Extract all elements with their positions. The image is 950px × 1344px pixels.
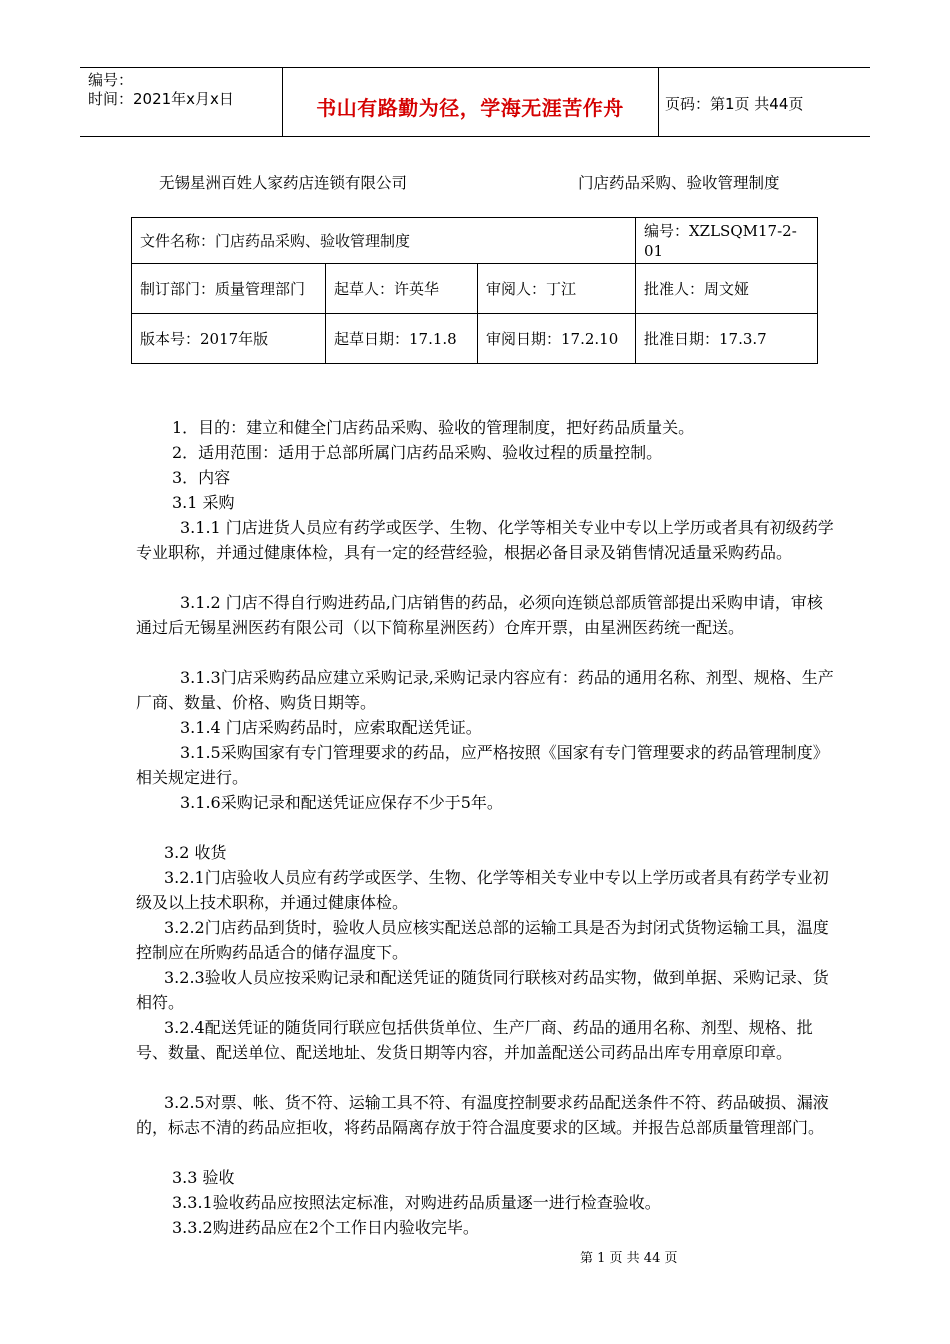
version-cell: 版本号：2017年版 [132,314,326,364]
reviewer-cell: 审阅人：丁江 [478,264,636,314]
draft-date-cell: 起草日期：17.1.8 [326,314,478,364]
running-title: 门店药品采购、验收管理制度 [578,174,780,192]
clause-3-1-3: 3.1.3门店采购药品应建立采购记录,采购记录内容应有：药品的通用名称、剂型、规格、生产厂商、数量、价格、购货日期等。 [136,668,834,712]
header-page-info: 页码：第1页 共44页 [665,95,804,113]
clause-3-2-1: 3.2.1门店验收人员应有药学或医学、生物、化学等相关专业中专以上学历或者具有药学专业初级及以上技术职称，并通过健康体检。 [136,868,829,912]
subsection-heading-receiving: 3.2 收货 [164,843,227,862]
approver-cell: 批准人：周文娅 [636,264,818,314]
clause-3-3-1: 3.3.1验收药品应按照法定标准，对购进药品质量逐一进行检查验收。 [172,1193,661,1212]
page-footer: 第 1 页 共 44 页 [580,1251,678,1266]
subsection-heading-inspection: 3.3 验收 [172,1168,235,1187]
document-header [80,67,870,137]
department-cell: 制订部门：质量管理部门 [132,264,326,314]
section-purpose: 1．目的：建立和健全门店药品采购、验收的管理制度，把好药品质量关。 [172,418,695,437]
doc-number-cell: 编号：XZLSQM17-2-01 [636,218,818,264]
approve-date-cell: 批准日期：17.3.7 [636,314,818,364]
clause-3-2-2: 3.2.2门店药品到货时，验收人员应核实配送总部的运输工具是否为封闭式货物运输工具，温度控制应在所购药品适合的储存温度下。 [136,918,829,962]
doc-date: 时间：2021年x月x日 [88,90,234,108]
clause-3-2-5: 3.2.5对票、帐、货不符、运输工具不符、有温度控制要求药品配送条件不符、药品破损、漏液的，标志不清的药品应拒收，将药品隔离存放于符合温度要求的区域。并报告总部质量管理部门。 [136,1093,829,1137]
clause-3-3-2: 3.3.2购进药品应在2个工作日内验收完毕。 [172,1218,479,1237]
header-divider [658,68,659,136]
section-content-heading: 3．内容 [172,468,231,487]
document-info-table [131,217,818,364]
clause-3-1-5: 3.1.5采购国家有专门管理要求的药品，应严格按照《国家有专门管理要求的药品管理制度》相关规定进行。 [136,743,829,787]
clause-3-2-3: 3.2.3验收人员应按采购记录和配送凭证的随货同行联核对药品实物，做到单据、采购记录、货相符。 [136,968,829,1012]
clause-3-1-4: 3.1.4 门店采购药品时，应索取配送凭证。 [180,718,482,737]
company-name: 无锡星洲百姓人家药店连锁有限公司 [159,174,408,192]
clause-3-2-4: 3.2.4配送凭证的随货同行联应包括供货单位、生产厂商、药品的通用名称、剂型、规格、批号、数量、配送单位、配送地址、发货日期等内容，并加盖配送公司药品出库专用章原印章。 [136,1018,813,1062]
clause-3-1-6: 3.1.6采购记录和配送凭证应保存不少于5年。 [180,793,503,812]
clause-3-1-1: 3.1.1 门店进货人员应有药学或医学、生物、化学等相关专业中专以上学历或者具有初级药学专业职称，并通过健康体检，具有一定的经营经验，根据必备目录及销售情况适量采购药品。 [136,518,834,562]
file-name-cell: 文件名称：门店药品采购、验收管理制度 [132,218,636,264]
drafter-cell: 起草人：许英华 [326,264,478,314]
header-motto: 书山有路勤为径，学海无涯苦作舟 [316,96,624,120]
subsection-heading-purchase: 3.1 采购 [172,493,235,512]
header-meta [88,71,234,109]
doc-number-label: 编号： [88,71,134,89]
clause-3-1-2: 3.1.2 门店不得自行购进药品,门店销售的药品，必须向连锁总部质管部提出采购申请，审核通过后无锡星洲医药有限公司（以下简称星洲医药）仓库开票，由星洲医药统一配送。 [136,593,823,637]
review-date-cell: 审阅日期：17.2.10 [478,314,636,364]
section-scope: 2．适用范围：适用于总部所属门店药品采购、验收过程的质量控制。 [172,443,663,462]
